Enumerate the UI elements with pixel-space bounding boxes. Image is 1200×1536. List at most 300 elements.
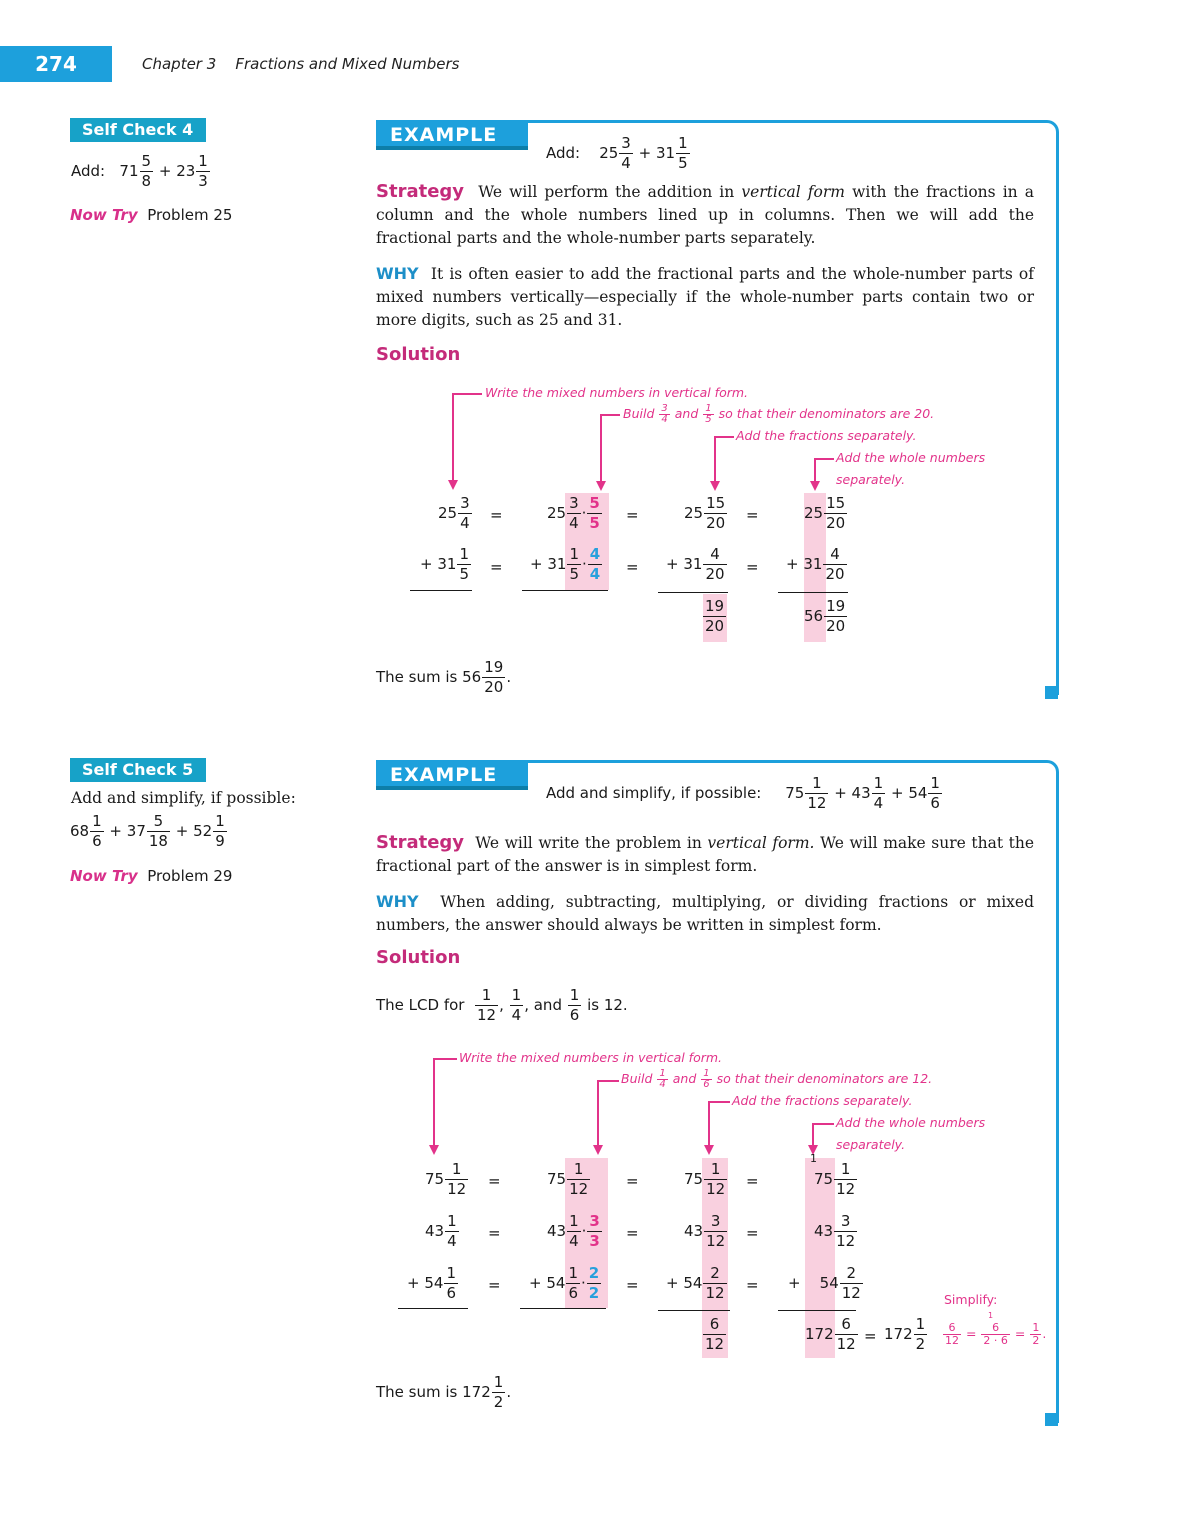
example-5-lcd-statement [376,986,628,1025]
math-part: 4 [569,1232,579,1250]
fraction [824,597,847,636]
numerator: 1 [569,545,579,563]
example-4-annotation-separately: separately. [836,472,906,487]
equals-sign: = [746,1224,759,1242]
annotation-leader-line [708,1101,710,1146]
numerator: 3 [569,494,579,512]
math-part: 4 [511,1006,522,1024]
math-part: 20 [826,617,846,635]
numerator: 6 [835,1315,858,1335]
numerator: 2 [703,1264,726,1284]
fraction [824,494,847,533]
example-5-annotation-build [621,1069,932,1090]
numerator: 1 [215,812,225,830]
math-part: 20 [706,514,726,532]
numerator: 3 [621,134,631,152]
annotation-arrow [704,1145,714,1155]
numerator: 4 [589,545,601,563]
mixed-number [407,1264,459,1303]
numerator: 1 [805,774,828,794]
ex4-c2-row2 [530,545,603,584]
math-part: The sum is [376,668,458,686]
math-part: WHY [376,892,419,911]
annotation-leader-line [714,436,716,482]
math-part: 52 [193,822,213,840]
numerator: 1 [445,1160,468,1180]
example-5-why [376,890,1034,937]
fraction [475,986,498,1025]
math-part: . [506,668,512,686]
math-part: + [666,1274,679,1292]
numerator: 3 [589,1212,600,1230]
annotation-leader-line [812,1123,814,1146]
numerator: 3 [460,494,470,512]
math-part: 25 [438,504,458,522]
math-part: 172 [462,1383,491,1401]
whole: 23 [176,162,196,180]
math-part: 12 [477,1006,497,1024]
equals-sign: = [626,558,639,576]
math-part: 12 [705,1335,725,1353]
now-try-problem: Problem 25 [147,206,233,224]
sum-rule [778,592,848,593]
numerator: Strategy [376,181,465,202]
math-part: 25 [547,504,567,522]
math-part: 25 [684,504,704,522]
numerator: 3 [834,1212,857,1232]
annotation-arrow [596,481,606,491]
carry-mark: 1 [810,1152,817,1165]
math-part: 54 [683,1274,703,1292]
numerator: 15 [826,494,846,512]
math-part: 6 [703,1079,710,1090]
ex4-c1-row1 [438,494,473,533]
self-check-4-problem [71,152,211,191]
math-part: Build [621,1071,653,1086]
numerator: Now Try [70,867,138,885]
math-part: 68 [70,822,90,840]
math-part: WHY [376,264,419,283]
math-part: + [834,784,847,802]
numerator: 1 [567,1160,590,1180]
equals-sign: = [746,1172,759,1190]
math-part: 75 [785,784,805,802]
mixed-number [547,1212,603,1251]
math-part: The LCD for [376,996,465,1014]
now-try-label: Now Try [70,206,138,224]
sum-rule [520,1308,606,1309]
math-part: 43 [425,1222,445,1240]
example-4-sum-statement [376,658,511,697]
ex4-c4-sum [804,597,848,636]
annotation-leader-line [814,458,834,460]
fraction [704,1212,727,1251]
whole: 71 [119,162,139,180]
self-check-4-now-try [70,206,232,224]
math-part: 20 [484,678,504,696]
sum-rule [522,590,608,591]
numerator: 19 [484,658,504,676]
numerator: 1 [569,1212,579,1230]
math-part: 9 [215,832,225,850]
simplify-cancel-mark: 1 [988,1311,994,1320]
example-5-sum-statement [376,1373,511,1412]
mixed-number [814,1212,858,1251]
sum-rule [658,1310,730,1311]
numerator: 4 [823,545,846,565]
ex4-c1-row2 [420,545,472,584]
fraction [704,1160,727,1199]
annotation-arrow [710,481,720,491]
equals-sign: = [746,506,759,524]
numerator: 6 [943,1322,961,1335]
numerator: 1 [568,1264,578,1282]
example-4-end-marker [1045,686,1058,699]
math-part: 6 [569,1006,580,1024]
sum-rule [398,1308,468,1309]
math-part: 6 [92,832,102,850]
numerator: 15 [706,494,726,512]
example-5-result [884,1315,928,1354]
math-part: 54 [819,1274,839,1292]
numerator: 5 [589,494,600,512]
numerator: 1 [659,1068,666,1079]
fraction [981,1322,1010,1347]
fraction [823,545,846,584]
math-part: and [672,1071,697,1086]
math-part: 172 [805,1325,834,1343]
math-part: We will write the problem in [475,834,702,852]
mixed-number [425,1160,469,1199]
math-part: · [582,555,587,573]
numerator: 6 [703,1315,726,1335]
self-check-5-prompt: Add and simplify, if possible: [71,789,296,807]
math-part: 12 [836,1180,856,1198]
annotation-leader-line [452,393,454,481]
annotation-leader-line [600,414,620,416]
math-part: 172 [884,1325,913,1343]
math-part: 4 [589,565,601,583]
equals-sign: = [864,1327,877,1345]
example-5-annotation-vertical: Write the mixed numbers in vertical form. [459,1050,723,1065]
numerator: 1 [704,1160,727,1180]
simplify-label: Simplify: [944,1292,998,1307]
numerator: 1 [475,986,498,1006]
math-part: , and [524,996,562,1014]
math-part: 75 [547,1170,567,1188]
example-5-label: EXAMPLE 5 [376,760,528,790]
numerator: 19 [826,597,846,615]
math-part: 6 [446,1284,456,1302]
numerator: 4 [703,545,726,565]
math-part: 2 [493,1393,504,1411]
math-part: 6 [568,1284,578,1302]
fraction [568,986,582,1025]
math-part: 31 [437,555,457,573]
math-part: 20 [825,565,845,583]
math-part: 54 [546,1274,566,1292]
math-part: The sum is [376,1383,458,1401]
sum-rule [410,590,472,591]
numerator: 1 [447,1212,457,1230]
math-part: 43 [684,1222,704,1240]
numerator: 1 [873,774,884,792]
numerator: 6 [981,1322,1010,1335]
annotation-leader-line [812,1123,834,1125]
math-part: with the fractions in a column and the whole numbers lined up in columns. Then we will add the fractional parts and the whole-number parts separately. [376,183,1034,247]
math-part: Add: [546,144,581,162]
math-part: , [499,996,504,1014]
example-4-annotation-build [623,404,934,425]
equals-sign: = [746,1276,759,1294]
mixed-number [425,1212,460,1251]
add-word: Add: [71,162,106,180]
example-5-solution-heading: Solution [376,947,461,968]
numerator: 1 [92,812,102,830]
math-part: 31 [803,555,823,573]
math-part: 5 [569,565,579,583]
fraction [703,597,726,636]
annotation-arrow [429,1145,439,1155]
math-part: 8 [141,172,152,190]
numerator: 5 [141,152,152,170]
numerator: 1 [569,986,580,1004]
sum-rule [778,1310,856,1311]
fraction [90,812,104,851]
math-part: 4 [569,514,579,532]
example-5-end-marker [1045,1413,1058,1426]
math-part: It is often easier to add the fractional parts and the whole-number parts of mixed numbers vertically—especially if the whole-number parts contain two or more digits, such as 25 and 31. [376,265,1034,329]
math-part: Problem 29 [147,867,233,885]
equals-sign: = [488,1224,501,1242]
fraction [587,494,601,533]
ex4-c2-row1 [547,494,603,533]
annotation-leader-line [433,1058,457,1060]
math-part: 6 [930,794,940,812]
fraction [140,152,154,191]
example-4-solution-heading: Solution [376,344,461,365]
example-5-annotation-add-fractions: Add the fractions separately. [732,1093,913,1108]
math-part: 12 [841,1284,861,1302]
numerator: 2 [840,1264,863,1284]
math-part: We will perform the addition in [478,183,735,201]
math-part: + [666,555,679,573]
math-part: 31 [547,555,567,573]
fraction [147,812,170,851]
math-part: is 12. [587,996,628,1014]
numerator: 1 [511,986,522,1004]
annotation-leader-line [597,1080,619,1082]
fraction [445,1212,459,1251]
math-part: + [529,1274,542,1292]
example-4-label: EXAMPLE 4 [376,120,528,150]
math-part: 12 [569,1180,589,1198]
fraction [567,1160,590,1199]
ex4-c4-row2 [786,545,848,584]
math-part: 25 [804,504,824,522]
numerator: 19 [705,597,725,615]
math-part: 25 [599,144,619,162]
numerator: 3 [661,403,668,414]
math-part: 3 [198,172,208,190]
math-part: 4 [447,1232,457,1250]
math-part: 12 [706,1232,726,1250]
annotation-leader-line [433,1058,435,1146]
numerator: 5 [147,812,170,832]
fraction [872,774,886,813]
numerator: 1 [198,152,208,170]
math-part: 12 [706,1180,726,1198]
fraction [445,1160,468,1199]
math-part [981,1335,1010,1347]
self-check-5-now-try [70,867,232,885]
annotation-leader-line [814,458,816,482]
fraction [701,1069,711,1090]
equals-sign: = [488,1172,501,1190]
math-part: 2 [983,1334,991,1347]
math-part: When adding, subtracting, multiplying, or dividing fractions or mixed numbers, the answer should always be written in simplest form. [376,893,1034,934]
math-part: 56 [804,607,824,625]
numerator: 3 [704,1212,727,1232]
numerator: 1 [678,134,688,152]
math-part: · [581,1274,586,1292]
math-part: 18 [148,832,168,850]
mixed-number [805,1315,859,1354]
math-part: + [788,1274,801,1292]
annotation-arrow [448,480,458,490]
example-5-problem [546,774,943,813]
math-part: 5 [678,154,688,172]
fraction [588,545,602,584]
math-part: 54 [908,784,928,802]
example-5-annotation-separately: separately. [836,1137,906,1152]
math-part: 4 [661,414,668,425]
example-4-why [376,262,1034,332]
equals-sign: = [626,1224,639,1242]
math-part: 12 [807,794,827,812]
equals-sign: = [488,1276,501,1294]
fraction [458,494,472,533]
equals-sign: = [626,1276,639,1294]
numerator: 1 [459,545,469,563]
math-part: 4 [621,154,631,172]
numerator: 1 [446,1264,456,1282]
example-4-annotation-add-whole: Add the whole numbers [836,450,986,465]
mixed-number [684,1212,728,1251]
example-4-annotation-add-fractions: Add the fractions separately. [736,428,917,443]
numerator: 1 [705,403,712,414]
math-part: + [530,555,543,573]
math-part: and [674,406,699,421]
equals-sign: = [746,558,759,576]
equals-sign: = [490,506,503,524]
math-part: + [109,822,122,840]
math-part: · [581,504,587,522]
fraction [704,494,727,533]
math-part: vertical form. [707,834,815,852]
mixed-number [666,1264,728,1303]
numerator: 1 [703,1068,710,1079]
fraction [703,545,726,584]
math-part: vertical form [741,183,845,201]
math-part: 12 [447,1180,467,1198]
mixed-number [529,1264,602,1303]
fraction [943,1322,961,1347]
self-check-5-problem [70,812,228,851]
ex4-c3-row2 [666,545,728,584]
math-part: 4 [873,794,884,812]
annotation-arrow [593,1145,603,1155]
fraction [619,134,633,173]
math-part: + [407,1274,420,1292]
chapter-header: Chapter 3 Fractions and Mixed Numbers [142,55,460,73]
math-part: 12 [836,1232,856,1250]
equals-sign: = [626,506,639,524]
fraction [805,774,828,813]
math-part: 4 [659,1079,666,1090]
math-part: + [890,784,904,802]
fraction [492,1373,506,1412]
mixed-number [547,1160,591,1199]
math-part: + [638,144,652,162]
ex4-c3-sum [702,597,727,636]
fraction [834,1160,857,1199]
numerator: 1 [930,774,940,792]
example-5-strategy [376,831,1034,878]
math-part: 20 [826,514,846,532]
math-part: 12 [705,1284,725,1302]
fraction [835,1315,858,1354]
math-part: 2 [588,1284,600,1302]
math-part: We will make sure that the fractional part of the answer is in simplest form. [376,834,1035,875]
mixed-number [702,1315,727,1354]
page-number: 274 [0,46,112,82]
self-check-5-label: Self Check 5 [70,758,206,782]
fraction [457,545,471,584]
fraction [444,1264,458,1303]
math-part: 43 [851,784,871,802]
math-part: 4 [460,514,470,532]
mixed-number [788,1264,864,1303]
example-5-annotation-add-whole: Add the whole numbers [836,1115,986,1130]
math-part: 2 [1032,1334,1040,1347]
math-part: so that their denominators are 20. [718,406,935,421]
math-part: 12 [945,1334,959,1347]
fraction [1030,1322,1041,1347]
fraction [703,404,713,425]
annotation-leader-line [452,393,482,395]
mixed-number [814,1160,858,1199]
numerator: Strategy [376,832,465,853]
math-part: so that their denominators are 12. [716,1071,933,1086]
fraction [196,152,210,191]
fraction [587,1212,601,1251]
math-part: · [581,1222,587,1240]
numerator: 1 [915,1315,926,1333]
math-part: 20 [705,565,725,583]
math-part: 20 [705,617,725,635]
math-part: 43 [814,1222,834,1240]
math-part: 75 [425,1170,445,1188]
fraction [567,494,581,533]
fraction [659,404,669,425]
math-part: 5 [589,514,600,532]
fraction [657,1069,667,1090]
math-part: 31 [655,144,676,162]
numerator: 1 [834,1160,857,1180]
math-part: + [420,555,433,573]
fraction [213,812,227,851]
